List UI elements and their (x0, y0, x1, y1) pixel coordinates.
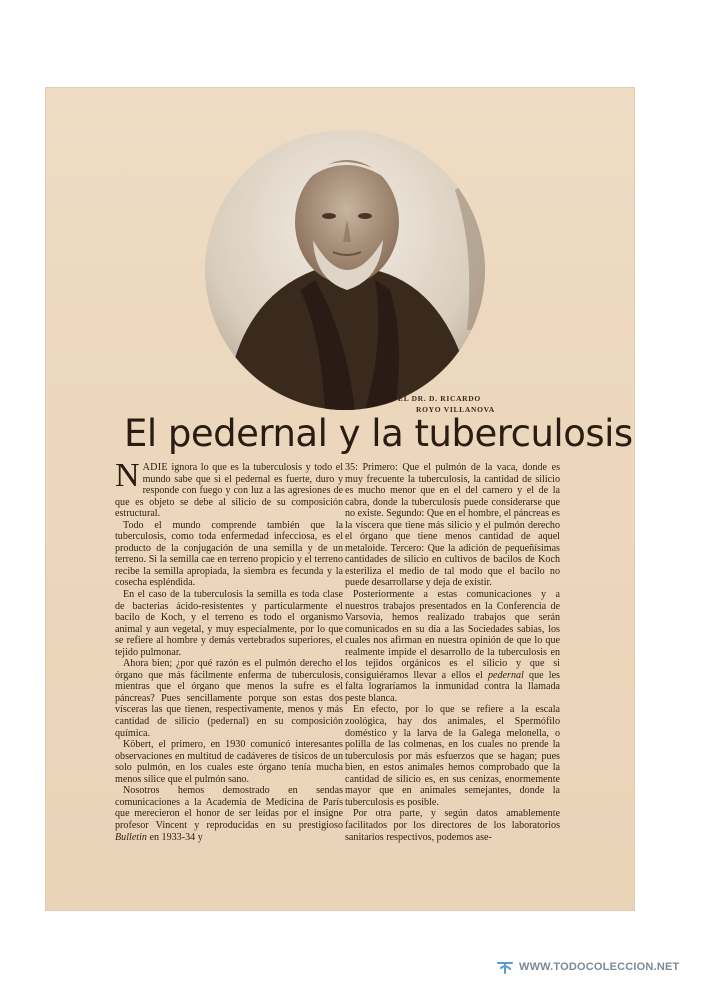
paragraph-text: Posteriormente a estas comunicaciones y a nuestros trabajos presentados en la Conferencia de Varsovia, hemos realizado trabajos que serán comunicados en su día a las Sociedades sabias, los cuales nos afirman en nuestra opinión de que lo que realmente impide el desarrollo de la tuberculosis en los tejidos orgánicos es el silicio y que si consiguiéramos llevar a ellos el (345, 589, 560, 681)
bulletin-title: Bulletin (115, 831, 147, 843)
paragraph: Köbert, el primero, en 1930 comunicó interesantes observaciones en multitud de cadáveres de tísicos de un solo pulmón, en los cuales este órgano tenía mucha menos sílice que el pulmón sano. (115, 739, 343, 785)
paragraph: En el caso de la tuberculosis la semilla es toda clase de bacterias ácido-resistentes y particularmente el bacilo de Koch, y el terreno es todo el organismo animal y aun vegetal, y muy especialmente, por lo que se refiere al hombre y demás vertebrados superiores, el tejido pulmonar. (115, 589, 343, 658)
paragraph (115, 457, 343, 520)
paragraph (115, 785, 343, 843)
watermark-footer[interactable] (496, 960, 679, 974)
emphasis-pedernal: pedernal (487, 669, 524, 681)
portrait-photo (205, 130, 485, 410)
paragraph-text: que les falta lograríamos la inmunidad contra la llamada peste blanca. (345, 669, 560, 704)
paragraph-text: en 1933-34 y (146, 831, 203, 843)
article-column-right (345, 462, 560, 843)
drop-cap: N (115, 457, 140, 494)
paragraph: Por otra parte, y según datos amablemente facilitados por los directores de los laboratorios sanitarios respectivos, podemos ase- (345, 808, 560, 843)
paragraph-text: Nosotros hemos demostrado en sendas comunicaciones a la Academia de Medicina de París que merecieron el honor de ser leídas por el insigne profesor Vincent y reproducidas en su prestigioso (115, 785, 343, 831)
paragraph: 35: Primero: Que el pulmón de la vaca, donde es muy frecuente la tuberculosis, la cantidad de silicio es mucho menor que en el del carnero y el de la cabra, donde la tuberculosis puede considerarse que no existe. Segundo: Que en el hombre, el páncreas es la víscera que tiene más silicio y el pulmón derecho el órgano que tiene menos cantidad de aquel metaloide. Tercero: Que la adición de pequeñísimas cantidades de silicio en cultivos de bacilos de Koch esteriliza el medio de tal modo que el bacilo no puede desarrollarse y deja de existir. (345, 462, 560, 589)
paragraph: Todo el mundo comprende también que la tuberculosis, como toda enfermedad infecciosa, es el producto de la conjugación de una semilla y de un terreno. Si la semilla cae en terreno propicio y el terreno recibe la semilla apropiada, la siembra es fecunda y la cosecha espléndida. (115, 519, 343, 589)
lead-word: ADIE (142, 462, 168, 473)
paragraph: En efecto, por lo que se refiere a la escala zoológica, hay dos animales, el Spermófilo doméstico y la larva de la Galega melonella, o polilla de las colmenas, en los cuales no prende la tuberculosis por más esfuerzos que se hagan; pues bien, en estos animales hemos comprobado que la cantidad de silicio es, en sus cenizas, enormemente mayor que en animales semejantes, donde la tuberculosis es posible. (345, 704, 560, 808)
caption-line-2: ROYO VILLANOVA (416, 405, 495, 414)
site-url[interactable]: WWW.TODOCOLECCION.NET (519, 960, 680, 973)
caption-line-1: EL DR. D. RICARDO (398, 394, 481, 403)
paragraph (345, 589, 560, 704)
paragraph-text: ignora lo que es la tuberculosis y todo el mundo sabe que si el pedernal es fuerte, duro y responde con fuego y con luz a las agresiones de que es objeto se debe al silicio de su composición estructural. (115, 462, 343, 520)
todocoleccion-logo-icon (496, 960, 516, 974)
article-headline: El pedernal y la tuberculosis (124, 412, 633, 455)
paragraph: Ahora bien; ¿por qué razón es el pulmón derecho el órgano que más fácilmente enferma de tuberculosis, mientras que el órgano que menos la sufre es el páncreas? Pues sencillamente porque son estas dos vísceras las que tienen, respectivamente, menos y más cantidad de silicio (pedernal) en su composición química. (115, 658, 343, 739)
article-column-left (115, 457, 343, 843)
